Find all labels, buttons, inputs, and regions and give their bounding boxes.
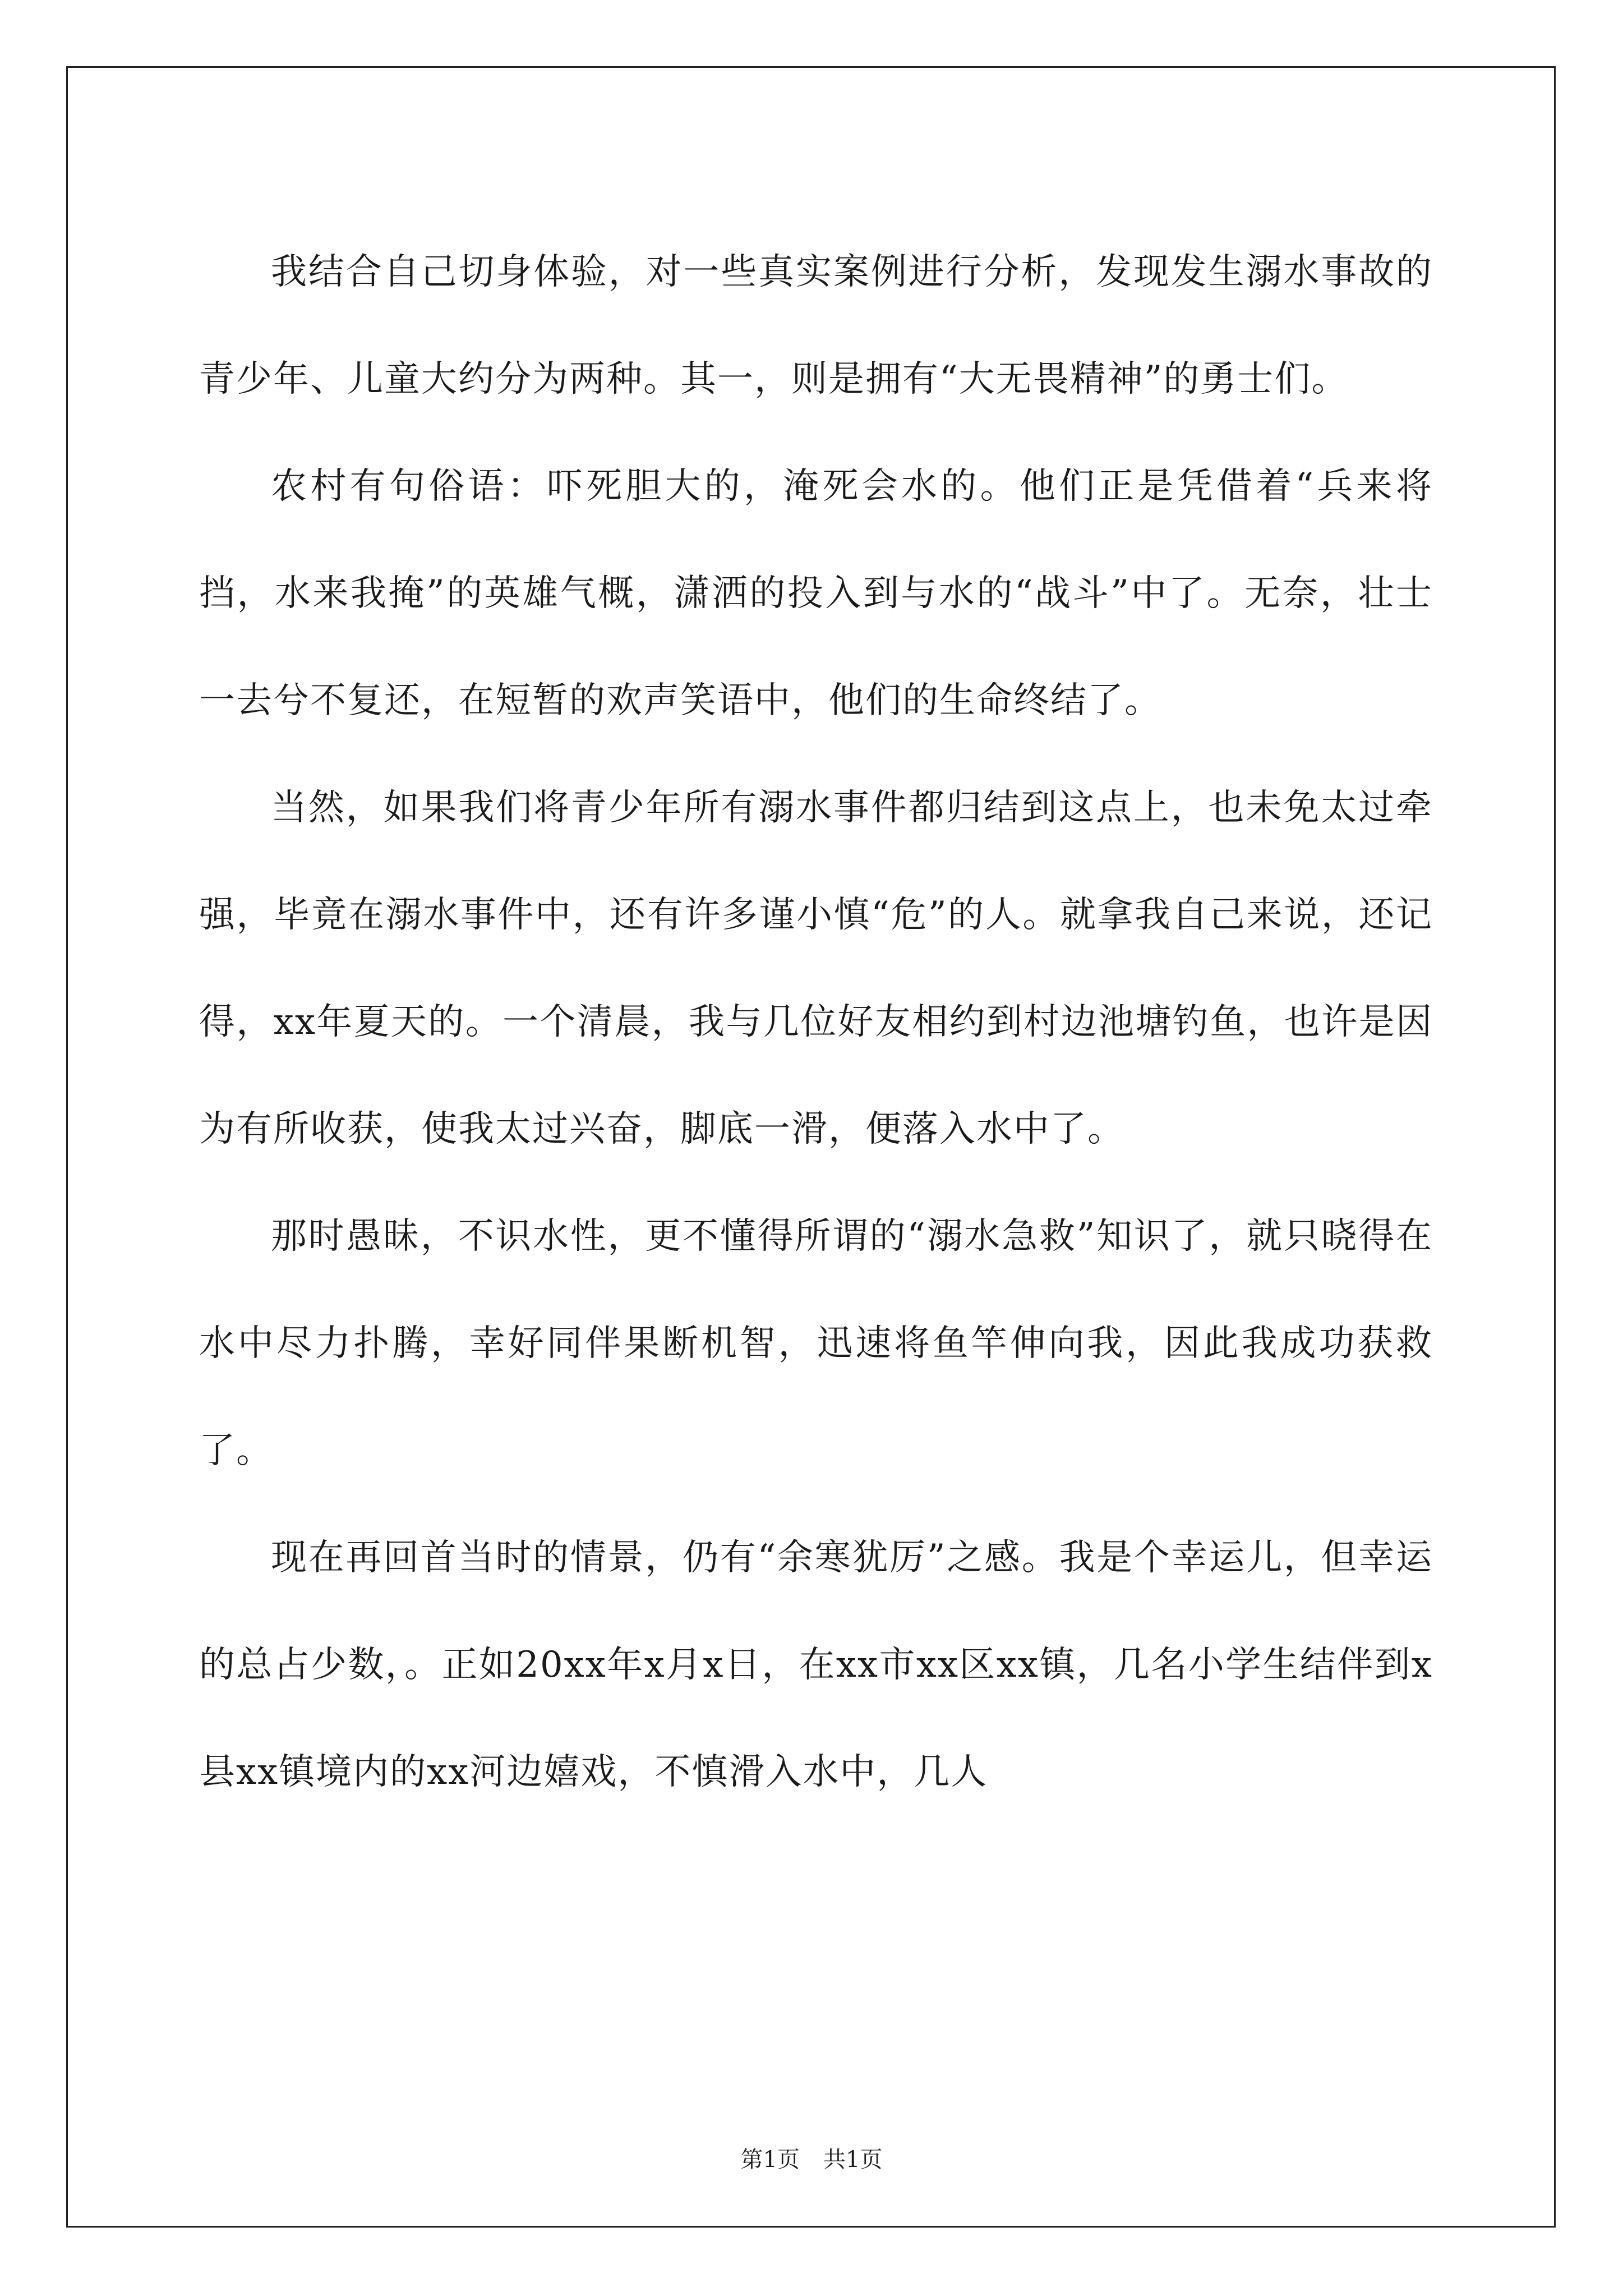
page-footer xyxy=(0,2142,1623,2174)
paragraph-1: 我结合自己切身体验，对一些真实案例进行分析，发现发生溺水事故的青少年、儿童大约分为两种。其一，则是拥有“大无畏精神”的勇士们。 xyxy=(199,251,1433,400)
document-body xyxy=(199,219,1433,1826)
page-number: 第1页 xyxy=(740,2147,800,2173)
page-total: 共1页 xyxy=(823,2147,883,2173)
paragraph-4: 那时愚昧，不识水性，更不懂得所谓的“溺水急救”知识了，就只晓得在水中尽力扑腾，幸好同伴果断机智，迅速将鱼竿伸向我，因此我成功获救了。 xyxy=(199,1216,1433,1471)
paragraph-2: 农村有句俗语：吓死胆大的，淹死会水的。他们正是凭借着“兵来将挡，水来我掩”的英雄气概，潇洒的投入到与水的“战斗”中了。无奈，壮士一去兮不复还，在短暂的欢声笑语中，他们的生命终结了。 xyxy=(199,466,1433,721)
paragraph-5: 现在再回首当时的情景，仍有“余寒犹厉”之感。我是个幸运儿，但幸运的总占少数，。正如20xx年x月x日，在xx市xx区xx镇，几名小学生结伴到x县xx镇境内的xx河边嬉戏，不慎滑入水中，几人 xyxy=(199,1537,1433,1793)
paragraph-3: 当然，如果我们将青少年所有溺水事件都归结到这点上，也未免太过牵强，毕竟在溺水事件中，还有许多谨小慎“危”的人。就拿我自己来说，还记得，xx年夏天的。一个清晨，我与几位好友相约到村边池塘钓鱼，也许是因为有所收获，使我太过兴奋，脚底一滑，便落入水中了。 xyxy=(199,787,1433,1150)
